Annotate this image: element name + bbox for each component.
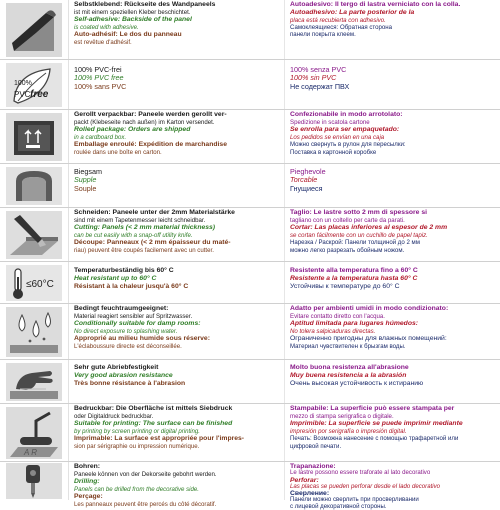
text-line: placa está recubierta con adhesivo.	[290, 17, 386, 25]
text-line: sion par sérigraphie ou impression numérique.	[74, 443, 200, 451]
text-line: Adatto per ambienti umidi in modo condizionato:	[290, 305, 449, 312]
text-line: can be cut easily with a snap-off utility knife.	[74, 232, 193, 240]
column-it-es-ru	[285, 164, 500, 207]
text-line: Los pedidos se envían en una caja	[290, 134, 385, 142]
text-line: L'éclaboussure directe est déconseillée.	[74, 343, 182, 351]
text-line: Gerollt verpackbar: Paneele werden gerollt ver-	[74, 111, 227, 118]
text-line: Conditionally suitable for damp rooms:	[74, 320, 201, 328]
text-line: Biegsam	[74, 167, 102, 176]
abrasion-hand-icon	[0, 360, 69, 403]
cutting-knife-icon	[0, 208, 69, 261]
text-line: est revêtue d'adhésif.	[74, 39, 132, 47]
feature-row	[0, 164, 500, 208]
text-line: Molto buona resistenza all'abrasione	[290, 364, 409, 371]
text-line: Se enrolla para ser empaquetado:	[290, 126, 400, 134]
column-de-en-fr	[69, 164, 285, 207]
text-line: Auto-adhésif: Le dos du panneau	[74, 31, 182, 39]
text-line: панели покрыта клеем.	[290, 31, 356, 39]
text-line: Autoadesivo: Il tergo di lastra verniciato con la colla.	[290, 1, 461, 8]
feature-row	[0, 208, 500, 262]
bendable-panel-icon	[0, 164, 69, 207]
text-line: цифровой печати.	[290, 442, 342, 450]
text-line: Muy buena resistencia a la abrasión	[290, 372, 407, 380]
text-line: Imprimible: La superficie se puede imprimir mediante	[290, 420, 463, 428]
text-line: Не содержат ПВХ	[290, 81, 350, 91]
text-line: in a cardboard box.	[74, 134, 127, 142]
column-de-en-fr	[69, 262, 285, 303]
pvc-percent-label: 100%	[14, 79, 32, 87]
feature-row	[0, 0, 500, 60]
text-line: impresión por serigrafía o impresión digital.	[290, 428, 407, 436]
text-line: Selbstklebend: Rückseite des Wandpaneels	[74, 1, 216, 8]
text-line: Печать: Возможна нанесение с помощью трафаретной или	[290, 435, 459, 443]
text-line: 100% sans PVC	[74, 81, 127, 91]
column-it-es-ru	[285, 404, 500, 461]
text-line: Материал чувствителен к брызгам воды.	[290, 343, 406, 351]
text-line: Perforar:	[290, 476, 319, 484]
column-de-en-fr	[69, 360, 285, 403]
text-line: с лицевой декоративной стороны.	[290, 502, 387, 510]
text-line: Очень высокая устойчивость к истиранию	[290, 380, 424, 388]
text-line: Sehr gute Abriebfestigkeit	[74, 364, 159, 371]
column-de-en-fr	[69, 404, 285, 461]
text-line: Découpe: Panneaux (< 2 mm épaisseur du maté-	[74, 239, 231, 247]
text-line: можно легко разрезать обойным ножом.	[290, 246, 405, 254]
text-line: oder Digitaldruck bedruckbar.	[74, 413, 154, 421]
text-line: Гнущиеся	[290, 183, 323, 193]
free-label: free	[30, 88, 49, 100]
text-line: Imprimable: La surface est appropriée pour l'impres-	[74, 435, 245, 443]
text-line: Très bonne résistance à l'abrasion	[74, 380, 186, 388]
text-line: Ограниченно пригодны для влажных помещений:	[290, 335, 447, 343]
text-line: Torcable	[290, 175, 318, 185]
feature-row	[0, 462, 500, 510]
text-line: roulée dans une boîte en carton.	[74, 149, 162, 157]
column-it-es-ru	[285, 304, 500, 359]
text-line: Drilling:	[74, 478, 100, 486]
text-line: packt (Klebeseite nach außen) im Karton versendet.	[74, 119, 215, 127]
column-de-en-fr	[69, 208, 285, 261]
printable-roller-icon	[0, 404, 69, 461]
text-line: Устойчивы к температуре до 60° C	[290, 283, 400, 291]
text-line: Можно свернуть в рулон для пересылки:	[290, 141, 406, 149]
pvc-free-icon	[0, 60, 69, 109]
text-line: Self-adhesive: Backside of the panel	[74, 16, 192, 24]
text-line: mezzo di stampa serigrafica o digitale.	[290, 413, 394, 421]
text-line: ist mit einem speziellen Kleber beschichtet.	[74, 9, 191, 17]
text-line: Cortar: Las placas inferiores al espesor de 2 mm	[290, 224, 448, 232]
text-line: 100% senza PVC	[290, 65, 347, 74]
column-it-es-ru	[285, 60, 500, 109]
text-line: Résistant à la chaleur jusqu'à 60° C	[74, 283, 189, 291]
text-line: Самоклеящиеся: Обратная сторона	[290, 24, 393, 32]
temperature-label: ≤60°C	[26, 278, 54, 290]
svg-text:A R: A R	[24, 447, 38, 457]
text-line: Paneele können von der Dekorseite gebohrt werden.	[74, 471, 217, 479]
text-line: Aptitud limitada para lugares húmedos:	[290, 320, 419, 328]
text-line: Emballage enroulé: Expédition de marchandise	[74, 141, 227, 149]
feature-row	[0, 60, 500, 110]
column-it-es-ru	[285, 110, 500, 163]
text-line: Approprié au milieu humide sous réserve:	[74, 335, 210, 343]
column-de-en-fr	[69, 0, 285, 59]
text-line: Autoadhesivo: La parte posterior de la	[290, 9, 415, 17]
text-line: by printing by screen printing or digital printing.	[74, 428, 201, 436]
column-it-es-ru	[285, 262, 500, 303]
text-line: Las placas se pueden perforar desde el lado decorativo	[290, 482, 441, 490]
column-de-en-fr	[69, 304, 285, 359]
feature-row	[0, 262, 500, 304]
text-line: 100% PVC free	[74, 73, 124, 83]
text-line: Taglio: Le lastre sotto 2 mm di spessore si	[290, 209, 427, 216]
text-line: is coated with adhesive.	[74, 24, 139, 32]
rolled-package-icon	[0, 110, 69, 163]
column-it-es-ru	[285, 462, 500, 510]
pvc-label: PVC	[14, 89, 31, 99]
text-line: Perçage:	[74, 493, 103, 501]
text-line: Поставка в картонной коробке	[290, 148, 377, 156]
feature-row	[0, 110, 500, 164]
text-line: No tolera salpicaduras directas.	[290, 328, 376, 336]
text-line: sind mit einem Tapetenmesser leicht schneidbar.	[74, 217, 206, 225]
text-line: Heat resistant up to 60° C	[74, 275, 157, 283]
feature-row	[0, 304, 500, 360]
column-de-en-fr	[69, 60, 285, 109]
feature-row	[0, 360, 500, 404]
text-line: Temperaturbeständig bis 60° C	[74, 267, 174, 274]
text-line: Bedruckbar: Die Oberfläche ist mittels Siebdruck	[74, 405, 233, 412]
column-it-es-ru	[285, 208, 500, 261]
text-line: Le lastre possono essere traforate al lato decorativo	[290, 469, 431, 477]
text-line: Trapanazione:	[290, 463, 336, 470]
text-line: tagliano con un coltello per carte da parati.	[290, 217, 405, 225]
text-line: Confezionabile in modo arrotolato:	[290, 111, 403, 118]
text-line: 100% PVC-frei	[74, 65, 122, 74]
column-it-es-ru	[285, 360, 500, 403]
drill-icon	[0, 462, 69, 500]
text-line: Stampabile: La superficie può essere stampata per	[290, 405, 455, 412]
text-line: Very good abrasion resistance	[74, 372, 173, 380]
text-line: No direct exposure to splashing water.	[74, 328, 178, 336]
text-line: Pieghevole	[290, 167, 326, 176]
text-line: Schneiden: Paneele unter der 2mm Materialstärke	[74, 209, 235, 216]
heat-resistant-icon	[0, 262, 69, 303]
text-line: Сверление:	[290, 490, 330, 498]
text-line: Supple	[74, 175, 97, 185]
text-line: Панели можно сверлить при просверливании	[290, 496, 419, 504]
text-line: Suitable for printing: The surface can be finished	[74, 420, 233, 428]
text-line: Bohren:	[74, 463, 101, 470]
text-line: Bedingt feuchtraumgeeignet:	[74, 305, 169, 312]
text-line: Spedizione in scatola cartone	[290, 119, 370, 127]
text-line: Material reagiert sensibler auf Spritzwasser.	[74, 313, 193, 321]
text-line: Les panneaux peuvent être percés du côté décoratif.	[74, 501, 217, 509]
column-de-en-fr	[69, 110, 285, 163]
self-adhesive-icon	[0, 0, 69, 59]
text-line: Нарезка / Раскрой: Панели толщиной до 2 мм	[290, 239, 420, 247]
text-line: Evitare contatto diretto con l'acqua.	[290, 313, 385, 321]
feature-row	[0, 404, 500, 462]
text-line: Rolled package: Orders are shipped	[74, 126, 191, 134]
moisture-drops-icon	[0, 304, 69, 359]
text-line: Resistente alla temperatura fino a 60° C	[290, 267, 418, 274]
text-line: se cortan fácilmente con un cuchillo de papel tapiz.	[290, 232, 428, 240]
text-line: 100% sin PVC	[290, 73, 337, 83]
text-line: Souple	[74, 183, 97, 193]
column-it-es-ru	[285, 0, 500, 59]
text-line: Panels can be drilled from the decorative side.	[74, 486, 199, 494]
column-de-en-fr	[69, 462, 285, 509]
text-line: riau) peuvent être coupés facilement avec un cutter.	[74, 247, 214, 255]
text-line: Resistente a la temperatura hasta 60° C	[290, 275, 418, 283]
text-line: Cutting: Panels (< 2 mm material thickness)	[74, 224, 216, 232]
